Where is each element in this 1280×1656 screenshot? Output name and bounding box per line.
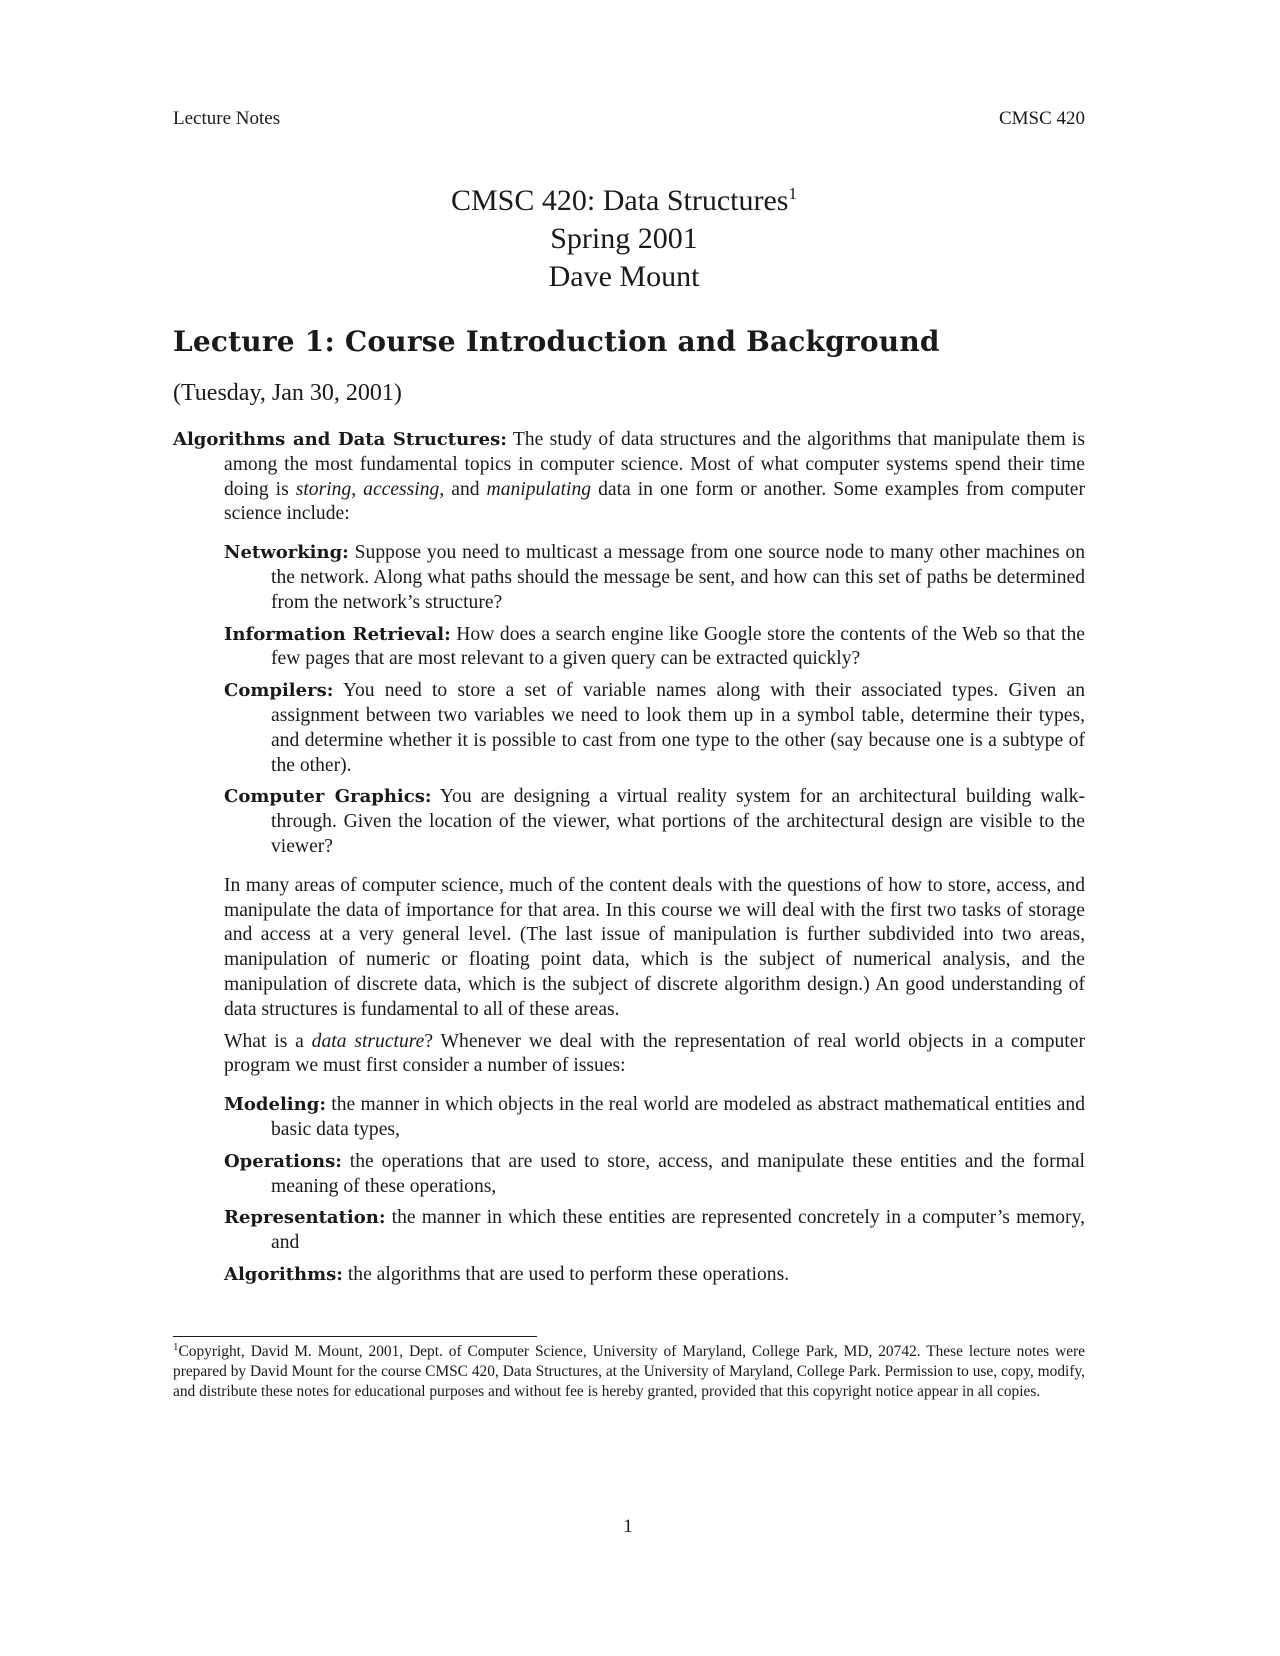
- semester: Spring 2001: [550, 222, 698, 255]
- lecture-heading: Lecture 1: Course Introduction and Background: [173, 325, 940, 358]
- para2-text-2: ? Whenever we deal with the representation of real world objects in a computer program we must first consider a number of issues:: [224, 1030, 1085, 1077]
- issue-term-algorithms: Algorithms:: [224, 1263, 343, 1285]
- footnote-mark: 1: [173, 1340, 179, 1353]
- lecture-date: (Tuesday, Jan 30, 2001): [173, 380, 402, 406]
- author: Dave Mount: [548, 260, 700, 293]
- page-number: 1: [623, 1516, 633, 1537]
- issue-term-modeling: Modeling:: [224, 1094, 326, 1116]
- body-text: [173, 428, 1085, 1288]
- title-block: [0, 182, 1248, 296]
- footnote: [173, 1342, 1085, 1402]
- list-item: [224, 541, 1085, 615]
- intro-text-2: data in one form or another. Some examples from computer science include:: [224, 478, 1085, 525]
- title-footnote-mark: 1: [788, 184, 797, 203]
- examples-list: [173, 541, 1085, 860]
- example-term-computer-graphics: Computer Graphics:: [224, 786, 432, 808]
- running-header: [173, 108, 1085, 130]
- example-term-information-retrieval: Information Retrieval:: [224, 623, 451, 645]
- footnote-divider: [173, 1336, 537, 1337]
- header-left: Lecture Notes: [173, 108, 281, 129]
- intro-term: Algorithms and Data Structures:: [173, 429, 507, 450]
- intro-em-accessing: accessing: [363, 478, 440, 500]
- para2-text-1: What is a: [224, 1030, 312, 1052]
- header-right: CMSC 420: [998, 108, 1085, 129]
- issue-term-representation: Representation:: [224, 1207, 386, 1229]
- list-item: [224, 1150, 1085, 1200]
- list-item: [224, 623, 1085, 673]
- course-title-text: CMSC 420: Data Structures: [451, 184, 789, 217]
- issue-text: the operations that are used to store, access, and manipulate these entities and the formal meaning of these operations,: [271, 1150, 1085, 1197]
- issue-term-operations: Operations:: [224, 1150, 342, 1172]
- paragraph-data-structure: [173, 1030, 1085, 1080]
- example-text: You are designing a virtual reality system for an architectural building walk-through. Given the location of the viewer, what portions of the architectural design are visible to the viewer?: [271, 786, 1085, 857]
- paragraph-areas: In many areas of computer science, much of the content deals with the questions of how to store, access, and manipulate the data of importance for that area. In this course we will deal with the first two tasks of storage and access at a very general level. (The last issue of manipulation is further subdivided into two areas, manipulation of numeric or floating point data, which is the subject of numerical analysis, and the manipulation of discrete data, which is the subject of discrete algorithm design.) An good understanding of data structures is fundamental to all of these areas.: [224, 874, 1085, 1020]
- example-term-compilers: Compilers:: [224, 680, 334, 702]
- list-item: [224, 1093, 1085, 1143]
- intro-text-1: The study of data structures and the algorithms that manipulate them is among the most fundamental topics in computer science. Most of what computer systems spend their time doing is: [224, 429, 1085, 500]
- example-term-networking: Networking:: [224, 542, 349, 564]
- list-item: [224, 785, 1085, 859]
- list-item: [224, 679, 1085, 778]
- intro-sep-2: , and: [439, 478, 487, 500]
- para2-em-data-structure: data structure: [311, 1030, 425, 1052]
- intro-em-storing: storing: [295, 478, 352, 500]
- issue-text: the manner in which these entities are represented concretely in a computer’s memory, and: [271, 1207, 1085, 1254]
- example-text: Suppose you need to multicast a message from one source node to many other machines on the network. Along what paths should the message be sent, and how can this set of paths be determined from the network’s structure?: [271, 542, 1085, 613]
- intro-sep-1: ,: [351, 478, 364, 500]
- example-text: You need to store a set of variable names along with their associated types. Given an assignment between two variables we need to look them up in a symbol table, determine their types, and determine whether it is possible to cast from one type to the other (say because one is a subtype of the other).: [271, 680, 1085, 776]
- course-title: [0, 182, 1248, 220]
- example-text: How does a search engine like Google store the contents of the Web so that the few pages that are most relevant to a given query can be extracted quickly?: [271, 623, 1085, 670]
- issues-list: [173, 1093, 1085, 1288]
- issue-text: the manner in which objects in the real world are modeled as abstract mathematical entities and basic data types,: [271, 1094, 1085, 1140]
- intro-em-manipulating: manipulating: [486, 478, 592, 500]
- intro-paragraph: [173, 428, 1085, 527]
- list-item: [224, 1206, 1085, 1256]
- list-item: [224, 1263, 1085, 1288]
- footnote-text: Copyright, David M. Mount, 2001, Dept. of Computer Science, University of Maryland, College Park, MD, 20742. These lecture notes were prepared by David Mount for the course CMSC 420, Data Structures, at the University of Maryland, College Park. Permission to use, copy, modify, and distribute these notes for educational purposes and without fee is hereby granted, provided that this copyright notice appear in all copies.: [173, 1343, 1085, 1400]
- issue-text: the algorithms that are used to perform these operations.: [342, 1263, 790, 1285]
